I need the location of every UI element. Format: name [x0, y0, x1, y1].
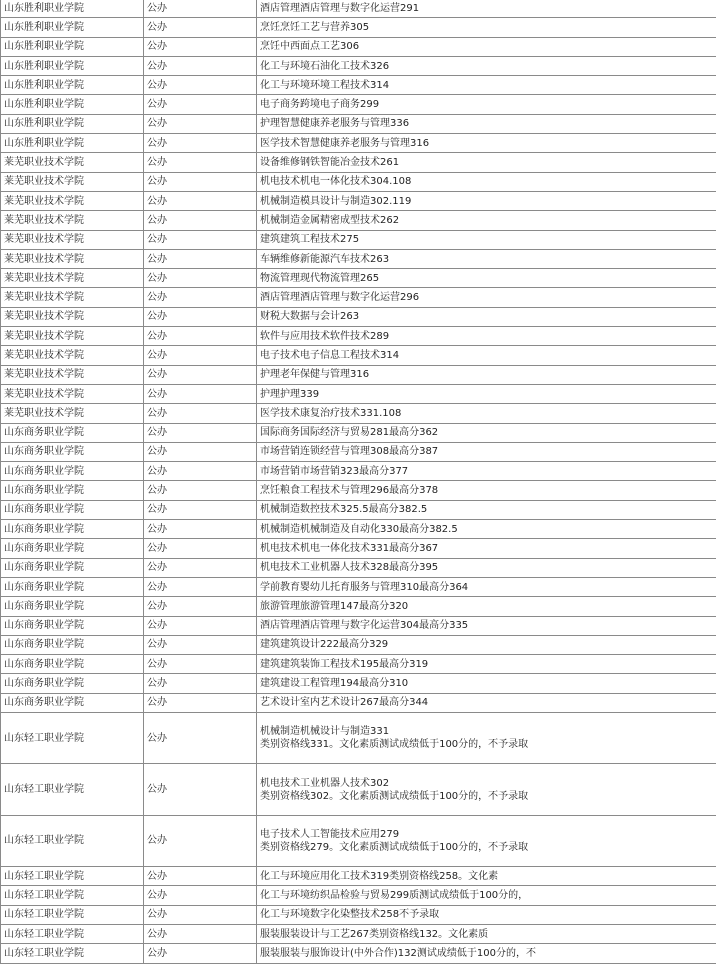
school-cell: 山东轻工职业学院 [1, 815, 144, 866]
type-cell: 公办 [144, 674, 257, 693]
table-row [1, 269, 716, 288]
school-cell: 山东胜利职业学院 [1, 95, 144, 114]
major-cell: 服装服装与服饰设计(中外合作)132测试成绩低于100分的，不 [257, 944, 716, 963]
type-cell: 公办 [144, 764, 257, 815]
table-row [1, 655, 716, 674]
table-row [1, 764, 716, 815]
school-cell: 莱芜职业技术学院 [1, 191, 144, 210]
table-row [1, 288, 716, 307]
school-cell: 山东商务职业学院 [1, 462, 144, 481]
table-row [1, 500, 716, 519]
school-cell: 山东轻工职业学院 [1, 925, 144, 944]
school-cell: 山东商务职业学院 [1, 539, 144, 558]
school-cell: 山东胜利职业学院 [1, 134, 144, 153]
school-cell: 山东商务职业学院 [1, 423, 144, 442]
type-cell: 公办 [144, 76, 257, 95]
table-row [1, 462, 716, 481]
table-row [1, 944, 716, 963]
type-cell: 公办 [144, 597, 257, 616]
major-line: 机械制造机械设计与制造331 [260, 725, 713, 738]
type-cell: 公办 [144, 558, 257, 577]
school-cell: 山东商务职业学院 [1, 520, 144, 539]
major-cell: 设备维修钢铁智能冶金技术261 [257, 153, 716, 172]
table-row [1, 674, 716, 693]
major-cell: 车辆维修新能源汽车技术263 [257, 249, 716, 268]
major-cell: 财税大数据与会计263 [257, 307, 716, 326]
type-cell: 公办 [144, 520, 257, 539]
type-cell: 公办 [144, 944, 257, 963]
major-cell [257, 764, 716, 815]
type-cell: 公办 [144, 307, 257, 326]
school-cell: 莱芜职业技术学院 [1, 249, 144, 268]
table-row [1, 191, 716, 210]
type-cell: 公办 [144, 95, 257, 114]
type-cell: 公办 [144, 481, 257, 500]
school-cell: 莱芜职业技术学院 [1, 230, 144, 249]
major-cell [257, 815, 716, 866]
major-cell: 电子商务跨境电子商务299 [257, 95, 716, 114]
major-cell: 艺术设计室内艺术设计267最高分344 [257, 693, 716, 712]
school-cell: 山东商务职业学院 [1, 693, 144, 712]
table-row [1, 384, 716, 403]
major-cell: 烹饪中西面点工艺306 [257, 37, 716, 56]
school-cell: 山东商务职业学院 [1, 481, 144, 500]
table-row [1, 230, 716, 249]
major-cell: 机械制造机械制造及自动化330最高分382.5 [257, 520, 716, 539]
school-cell: 山东轻工职业学院 [1, 712, 144, 763]
major-cell [257, 712, 716, 763]
major-cell: 护理智慧健康养老服务与管理336 [257, 114, 716, 133]
type-cell: 公办 [144, 404, 257, 423]
type-cell: 公办 [144, 230, 257, 249]
major-cell: 机械制造模具设计与制造302.119 [257, 191, 716, 210]
school-cell: 山东商务职业学院 [1, 500, 144, 519]
school-cell: 莱芜职业技术学院 [1, 288, 144, 307]
school-cell: 山东轻工职业学院 [1, 886, 144, 905]
school-cell: 莱芜职业技术学院 [1, 211, 144, 230]
school-cell: 山东轻工职业学院 [1, 764, 144, 815]
table-row [1, 18, 716, 37]
table-row [1, 635, 716, 654]
type-cell: 公办 [144, 712, 257, 763]
table-row [1, 481, 716, 500]
major-line: 电子技术人工智能技术应用279 [260, 828, 713, 841]
table-row [1, 172, 716, 191]
major-cell: 机电技术机电一体化技术331最高分367 [257, 539, 716, 558]
table-row [1, 539, 716, 558]
major-note-line: 类别资格线331。文化素质测试成绩低于100分的，不予录取 [260, 738, 713, 751]
school-cell: 山东胜利职业学院 [1, 0, 144, 18]
table-row [1, 423, 716, 442]
major-cell: 电子技术电子信息工程技术314 [257, 346, 716, 365]
type-cell: 公办 [144, 500, 257, 519]
type-cell: 公办 [144, 577, 257, 596]
school-cell: 莱芜职业技术学院 [1, 404, 144, 423]
school-cell: 莱芜职业技术学院 [1, 384, 144, 403]
major-cell: 酒店管理酒店管理与数字化运营296 [257, 288, 716, 307]
table-row [1, 211, 716, 230]
school-cell: 莱芜职业技术学院 [1, 269, 144, 288]
school-cell: 山东胜利职业学院 [1, 37, 144, 56]
school-cell: 莱芜职业技术学院 [1, 307, 144, 326]
table-row [1, 153, 716, 172]
major-cell: 机械制造数控技术325.5最高分382.5 [257, 500, 716, 519]
type-cell: 公办 [144, 462, 257, 481]
type-cell: 公办 [144, 288, 257, 307]
major-note-line: 类别资格线279。文化素质测试成绩低于100分的，不予录取 [260, 841, 713, 854]
table-row [1, 365, 716, 384]
type-cell: 公办 [144, 269, 257, 288]
type-cell: 公办 [144, 249, 257, 268]
school-cell: 山东胜利职业学院 [1, 56, 144, 75]
table-row [1, 37, 716, 56]
type-cell: 公办 [144, 327, 257, 346]
school-cell: 山东商务职业学院 [1, 616, 144, 635]
type-cell: 公办 [144, 905, 257, 924]
type-cell: 公办 [144, 815, 257, 866]
type-cell: 公办 [144, 0, 257, 18]
major-cell: 机电技术工业机器人技术328最高分395 [257, 558, 716, 577]
school-cell: 山东商务职业学院 [1, 635, 144, 654]
table-row [1, 95, 716, 114]
type-cell: 公办 [144, 384, 257, 403]
major-cell: 旅游管理旅游管理147最高分320 [257, 597, 716, 616]
table-row [1, 886, 716, 905]
type-cell: 公办 [144, 925, 257, 944]
type-cell: 公办 [144, 153, 257, 172]
type-cell: 公办 [144, 539, 257, 558]
major-cell: 机械制造金属精密成型技术262 [257, 211, 716, 230]
school-cell: 山东胜利职业学院 [1, 76, 144, 95]
type-cell: 公办 [144, 346, 257, 365]
table-row [1, 577, 716, 596]
table-row [1, 815, 716, 866]
school-cell: 山东商务职业学院 [1, 655, 144, 674]
major-line: 机电技术工业机器人技术302 [260, 777, 713, 790]
type-cell: 公办 [144, 616, 257, 635]
school-cell: 山东轻工职业学院 [1, 905, 144, 924]
major-cell: 建筑建筑工程技术275 [257, 230, 716, 249]
school-cell: 莱芜职业技术学院 [1, 327, 144, 346]
school-cell: 山东商务职业学院 [1, 442, 144, 461]
major-cell: 医学技术智慧健康养老服务与管理316 [257, 134, 716, 153]
type-cell: 公办 [144, 365, 257, 384]
major-cell: 机电技术机电一体化技术304.108 [257, 172, 716, 191]
type-cell: 公办 [144, 37, 257, 56]
type-cell: 公办 [144, 114, 257, 133]
school-cell: 莱芜职业技术学院 [1, 346, 144, 365]
table-row [1, 442, 716, 461]
table-row [1, 925, 716, 944]
major-cell: 市场营销市场营销323最高分377 [257, 462, 716, 481]
major-cell: 医学技术康复治疗技术331.108 [257, 404, 716, 423]
school-cell: 莱芜职业技术学院 [1, 365, 144, 384]
type-cell: 公办 [144, 18, 257, 37]
school-cell: 莱芜职业技术学院 [1, 172, 144, 191]
table-body [1, 0, 716, 963]
table-row [1, 867, 716, 886]
major-cell: 建筑建筑设计222最高分329 [257, 635, 716, 654]
table-row [1, 134, 716, 153]
school-cell: 山东商务职业学院 [1, 597, 144, 616]
table-row [1, 249, 716, 268]
major-cell: 护理老年保健与管理316 [257, 365, 716, 384]
major-cell: 学前教育婴幼儿托育服务与管理310最高分364 [257, 577, 716, 596]
table-row [1, 712, 716, 763]
table-row [1, 346, 716, 365]
major-cell: 化工与环境环境工程技术314 [257, 76, 716, 95]
major-cell: 市场营销连锁经营与管理308最高分387 [257, 442, 716, 461]
school-cell: 山东轻工职业学院 [1, 867, 144, 886]
major-cell: 烹饪粮食工程技术与管理296最高分378 [257, 481, 716, 500]
major-cell: 建筑建筑装饰工程技术195最高分319 [257, 655, 716, 674]
type-cell: 公办 [144, 867, 257, 886]
type-cell: 公办 [144, 56, 257, 75]
table-row [1, 56, 716, 75]
type-cell: 公办 [144, 655, 257, 674]
major-cell: 软件与应用技术软件技术289 [257, 327, 716, 346]
major-cell: 建筑建设工程管理194最高分310 [257, 674, 716, 693]
major-cell: 酒店管理酒店管理与数字化运营291 [257, 0, 716, 18]
table-row [1, 597, 716, 616]
type-cell: 公办 [144, 172, 257, 191]
major-cell: 服装服装设计与工艺267类别资格线132。文化素质 [257, 925, 716, 944]
type-cell: 公办 [144, 191, 257, 210]
school-cell: 山东胜利职业学院 [1, 18, 144, 37]
major-cell: 国际商务国际经济与贸易281最高分362 [257, 423, 716, 442]
table-row [1, 693, 716, 712]
school-cell: 山东商务职业学院 [1, 577, 144, 596]
table-row [1, 616, 716, 635]
table-row [1, 520, 716, 539]
major-cell: 烹饪烹饪工艺与营养305 [257, 18, 716, 37]
major-cell: 化工与环境应用化工技术319类别资格线258。文化素 [257, 867, 716, 886]
table-row [1, 558, 716, 577]
table-row [1, 0, 716, 18]
table-row [1, 404, 716, 423]
type-cell: 公办 [144, 693, 257, 712]
school-cell: 山东商务职业学院 [1, 558, 144, 577]
major-note-line: 类别资格线302。文化素质测试成绩低于100分的，不予录取 [260, 790, 713, 803]
type-cell: 公办 [144, 211, 257, 230]
type-cell: 公办 [144, 423, 257, 442]
table-row [1, 327, 716, 346]
type-cell: 公办 [144, 134, 257, 153]
school-cell: 山东胜利职业学院 [1, 114, 144, 133]
table-row [1, 114, 716, 133]
type-cell: 公办 [144, 635, 257, 654]
school-cell: 莱芜职业技术学院 [1, 153, 144, 172]
major-cell: 物流管理现代物流管理265 [257, 269, 716, 288]
table-row [1, 76, 716, 95]
school-cell: 山东商务职业学院 [1, 674, 144, 693]
type-cell: 公办 [144, 886, 257, 905]
major-cell: 护理护理339 [257, 384, 716, 403]
major-cell: 化工与环境纺织品检验与贸易299质测试成绩低于100分的， [257, 886, 716, 905]
major-cell: 酒店管理酒店管理与数字化运营304最高分335 [257, 616, 716, 635]
type-cell: 公办 [144, 442, 257, 461]
table-row [1, 905, 716, 924]
major-cell: 化工与环境数字化染整技术258不予录取 [257, 905, 716, 924]
school-cell: 山东轻工职业学院 [1, 944, 144, 963]
table-row [1, 307, 716, 326]
major-cell: 化工与环境石油化工技术326 [257, 56, 716, 75]
